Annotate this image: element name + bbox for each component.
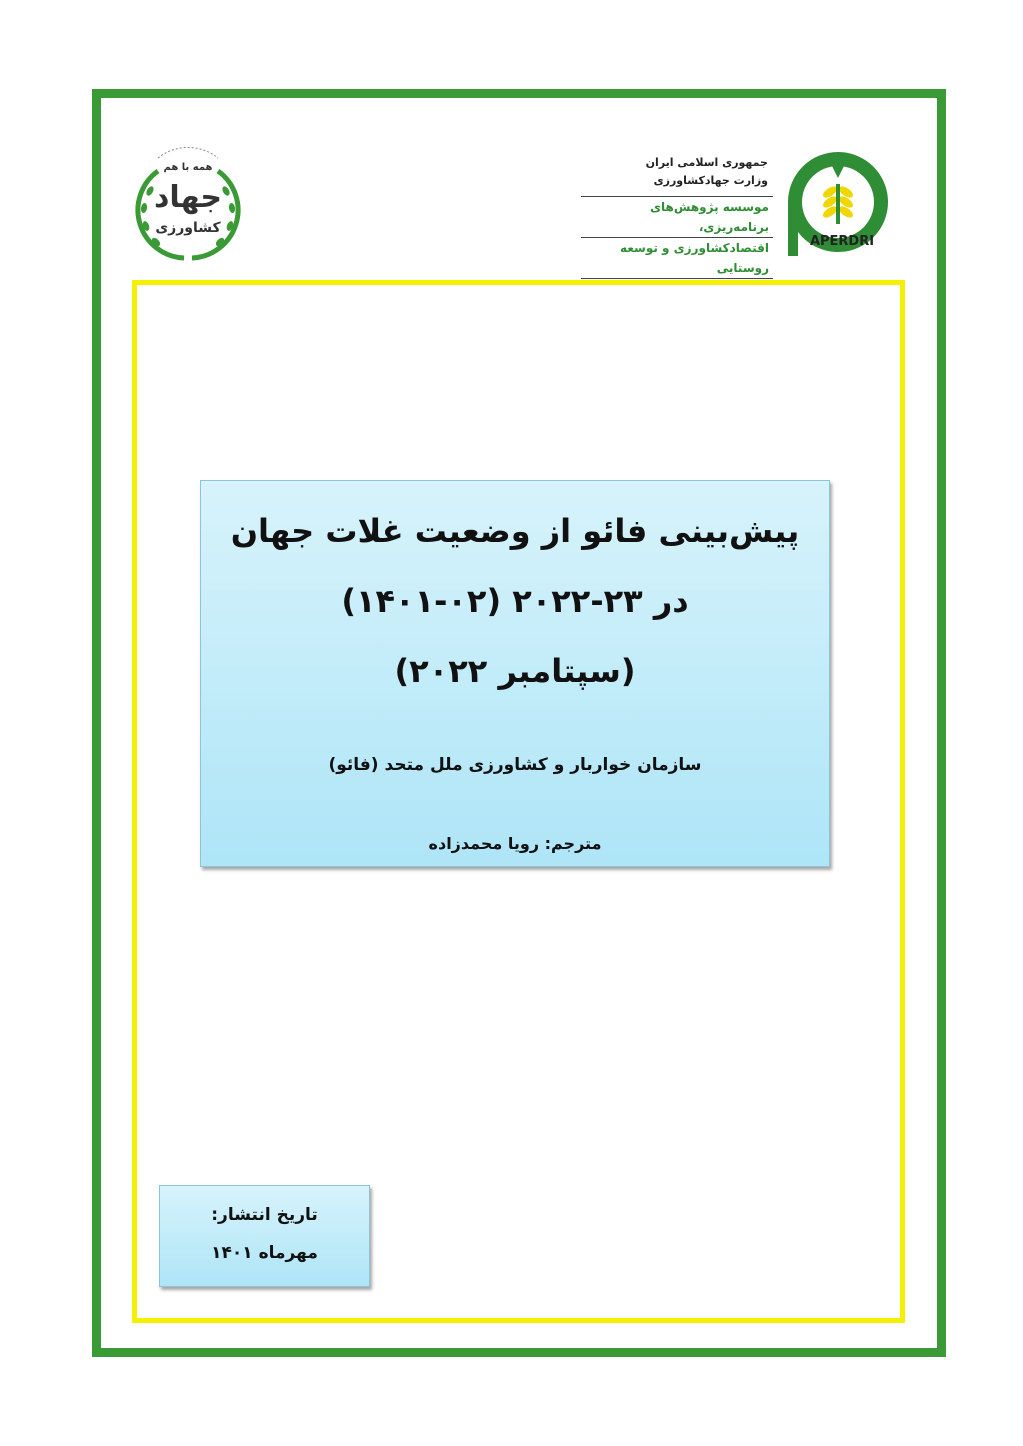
translator-name: مترجم: رویا محمدزاده: [428, 834, 602, 853]
logo-motto: همه با هم: [163, 162, 213, 173]
title-line-1: پیش‌بینی فائو از وضعیت غلات جهان: [230, 512, 800, 550]
ministry-line-2: وزارت جهادکشاورزی: [653, 174, 768, 187]
title-line-3: (سپتامبر ۲۰۲۲): [394, 652, 636, 690]
jahad-keshavarzi-logo: [128, 146, 248, 268]
institute-line-2: اقتصادکشاورزی و توسعه روستایی: [581, 238, 773, 279]
publication-date-label: تاریخ انتشار:: [211, 1205, 318, 1225]
logo-main-text: جهاد: [153, 180, 223, 215]
institute-title: [581, 196, 773, 279]
aperdri-label: APERDRI: [809, 234, 875, 249]
publication-date-value: مهرماه ۱۴۰۱: [211, 1243, 318, 1263]
ministry-line-1: جمهوری اسلامی ایران: [645, 156, 768, 169]
title-box: [200, 480, 830, 867]
logo-sub-text: کشاورزی: [155, 220, 221, 236]
aperdri-logo: [780, 144, 896, 260]
institute-line-1: موسسه پژوهش‌های برنامه‌ریزی،: [581, 196, 773, 238]
ministry-title: [646, 154, 768, 190]
organization-name: سازمان خواربار و کشاورزی ملل متحد (فائو): [328, 755, 702, 775]
title-line-2: در ۲۳-۲۰۲۲ (۰۲-۱۴۰۱): [341, 582, 689, 620]
publication-date-box: [159, 1185, 370, 1287]
